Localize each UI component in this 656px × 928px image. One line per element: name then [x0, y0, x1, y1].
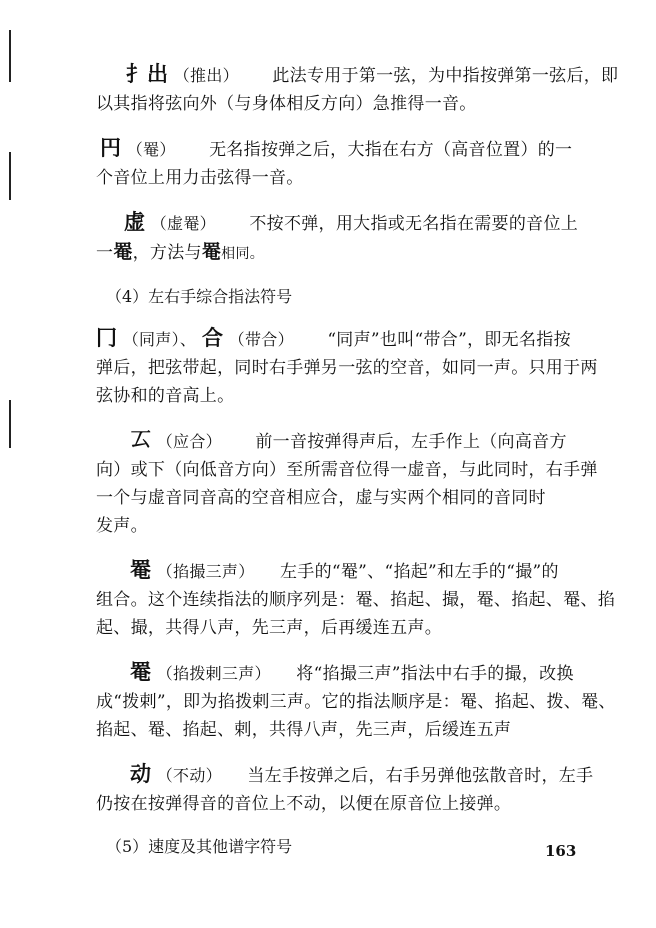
entry-desc: 无名指按弹之后，大指在右方（高音位置）的一: [209, 140, 573, 160]
entry-desc: 左手的“罨”、“掐起”和左手的“撮”的: [279, 562, 559, 582]
entry-line: 仍按在按弹得音的音位上不动，以便在原音位上接弹。: [96, 794, 512, 814]
fingering-name: （虚罨）: [150, 214, 216, 233]
entry-text: 相同。: [221, 246, 265, 262]
fingering-glyph-inline: 罨: [201, 241, 222, 263]
entry-qiabola: [96, 658, 616, 744]
entry-line: 以其指将弦向外（与身体相反方向）急推得一音。: [96, 94, 477, 114]
fingering-glyph: 动: [130, 762, 151, 786]
entry-budong: [96, 760, 606, 818]
entry-desc: 此法专用于第一弦，为中指按弹第一弦后，即: [272, 66, 619, 86]
page-body: [96, 60, 619, 874]
entry-qiacuo: [96, 556, 615, 642]
fingering-glyph: 虚: [124, 210, 145, 234]
fingering-name: （应合）: [156, 432, 222, 451]
entry-line: 弹后，把弦带起，同时右手弹另一弦的空音，如同一声。只用于两: [96, 358, 598, 378]
fingering-name: （掐撮三声）: [156, 562, 255, 581]
fingering-name: （掐拨剌三声）: [156, 664, 271, 683]
section-heading-4: （4）左右手综合指法符号: [106, 287, 293, 306]
fingering-name: （同声）、: [122, 330, 197, 349]
fingering-glyph: 冂: [96, 326, 117, 350]
fingering-glyph: 扌出: [126, 62, 168, 86]
margin-line-2: [9, 152, 11, 200]
margin-line-1: [9, 30, 11, 82]
entry-line: 掐起、罨、掐起、剌，共得八声，先三声，后缓连五声: [96, 720, 512, 740]
entry-desc: “同声”也叫“带合”，即无名指按: [327, 330, 571, 350]
entry-line: 成“拨剌”，即为掐拨剌三声。它的指法顺序是：罨、掐起、拨、罨、: [96, 692, 616, 712]
entry-desc: 将“掐撮三声”指法中右手的撮，改换: [296, 664, 574, 684]
fingering-glyph: 罨: [130, 558, 151, 582]
entry-line: 个音位上用力击弦得一音。: [96, 168, 304, 188]
entry-line: 弦协和的音高上。: [96, 386, 235, 406]
entry-line: 发声。: [96, 516, 148, 536]
entry-chu: [96, 60, 619, 118]
page-number: 163: [545, 842, 577, 860]
fingering-glyph: 合: [201, 326, 223, 350]
entry-tongsheng: [96, 324, 606, 410]
margin-line-3: [9, 400, 11, 448]
entry-xuyan: [96, 208, 606, 268]
entry-desc: 不按不弹，用大指或无名指在需要的音位上: [249, 214, 579, 234]
entry-text: ，方法与: [132, 243, 202, 263]
fingering-name: （不动）: [156, 766, 222, 785]
fingering-glyph-inline: 罨: [113, 241, 133, 263]
entry-line: 向）或下（向低音方向）至所需音位得一虚音，与此同时，右手弹: [96, 460, 598, 480]
fingering-glyph: 罨: [130, 660, 151, 684]
fingering-name: （罨）: [126, 140, 176, 159]
fingering-glyph: 𠫔: [130, 428, 151, 452]
fingering-name: （带合）: [228, 330, 294, 349]
section-heading-5: （5）速度及其他谱字符号: [106, 837, 293, 856]
entry-line: 一个与虚音同音高的空音相应合，虚与实两个相同的音同时: [96, 488, 546, 508]
entry-text: 一: [96, 243, 114, 263]
entry-desc: 当左手按弹之后，右手另弹他弦散音时，左手: [247, 766, 594, 786]
entry-line: 起、撮，共得八声，先三声，后再缓连五声。: [96, 618, 442, 638]
entry-yan: [96, 134, 606, 192]
entry-desc: 前一音按弹得声后，左手作上（向高音方: [255, 432, 567, 452]
fingering-name: （推出）: [173, 66, 239, 85]
entry-yinghe: [96, 426, 606, 540]
fingering-glyph: 円: [100, 136, 121, 160]
entry-line: 组合。这个连续指法的顺序列是：罨、掐起、撮，罨、掐起、罨、掐: [96, 590, 615, 610]
